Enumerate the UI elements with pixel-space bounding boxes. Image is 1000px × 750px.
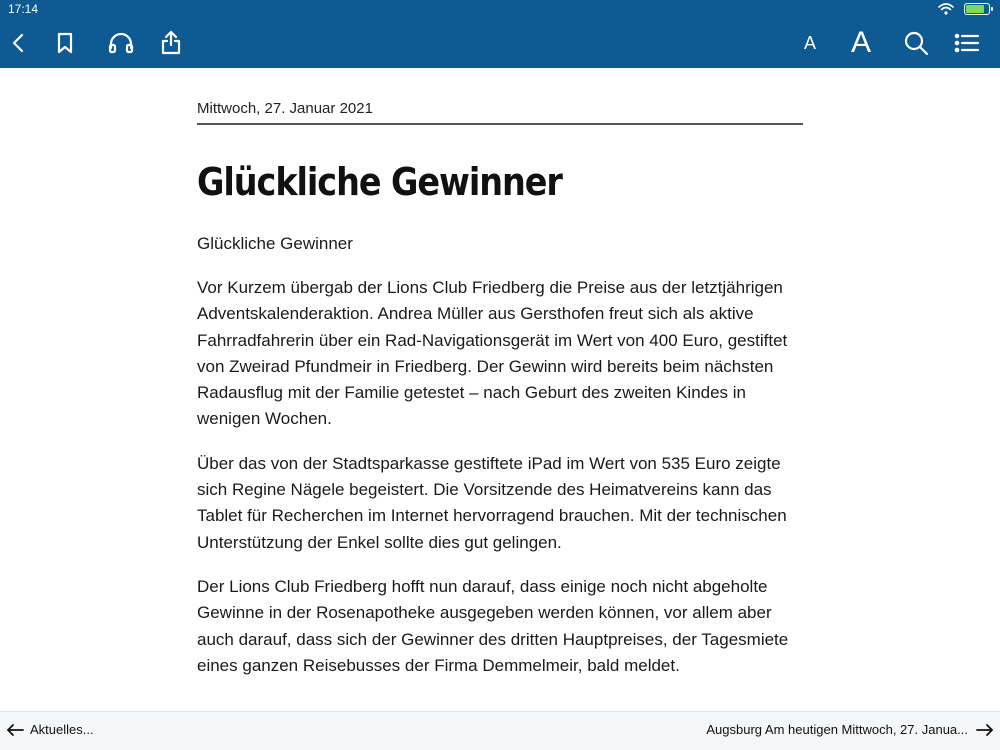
previous-article-link[interactable] (6, 722, 94, 737)
next-article-link[interactable] (706, 722, 994, 737)
arrow-right-icon (976, 723, 994, 737)
search-icon (903, 30, 929, 56)
back-icon (8, 32, 30, 54)
article-date: Mittwoch, 27. Januar 2021 (197, 100, 803, 125)
battery-level (966, 5, 984, 13)
article-paragraph: Vor Kurzem übergab der Lions Club Friedberg die Preise aus der letztjährigen Adventskalenderaktion. Andrea Müller aus Gersthofen freut sich als aktive Fahrradfahrerin über ein Rad-Navigationsgerät im Wert von 400 Euro, gestiftet von Zweirad Pfundmeir in Friedberg. Der Gewinn wird bereits beim nächsten Radausflug mit der Familie getestet – nach Geburt des zweiten Kindes in wenigen Wochen. (197, 278, 788, 429)
article (197, 100, 803, 679)
font-decrease-button[interactable] (793, 26, 827, 60)
audio-button[interactable] (104, 26, 138, 60)
headphones-icon (108, 31, 134, 55)
share-icon (160, 30, 182, 56)
bottom-navigation (0, 711, 1000, 750)
contents-button[interactable] (950, 26, 984, 60)
bookmark-icon (54, 31, 76, 55)
top-toolbar (0, 0, 1000, 68)
article-paragraph: Über das von der Stadtsparkasse gestiftete iPad im Wert von 535 Euro zeigte sich Regine Nägele begeistert. Die Vorsitzende des Heimatvereins kann das Tablet für Recherchen im Internet hervorragend brauchen. Mit der technischen Unterstützung der Enkel sollte dies gut gelingen. (197, 453, 787, 552)
arrow-left-icon (6, 723, 24, 737)
status-indicators (938, 2, 990, 16)
font-small-label: A (803, 32, 816, 53)
font-increase-button[interactable] (844, 26, 878, 60)
previous-article-label: Aktuelles... (30, 722, 94, 737)
article-subtitle: Glückliche Gewinner (197, 234, 353, 253)
list-icon (954, 32, 980, 54)
wifi-icon (938, 3, 954, 15)
font-large-label: A (850, 26, 871, 59)
back-button[interactable] (2, 26, 36, 60)
article-paragraph: Der Lions Club Friedberg hofft nun darauf, dass einige noch nicht abgeholte Gewinne in der Rosenapotheke ausgegeben werden können, vor allem aber auch darauf, dass sich der Gewinner des dritten Hauptpreises, der Tagesmiete eines ganzen Reisebusses der Firma Demmelmeir, bald meldet. (197, 576, 789, 675)
battery-icon (964, 3, 990, 15)
next-article-label: Augsburg Am heutigen Mittwoch, 27. Janua... (706, 722, 968, 737)
search-button[interactable] (899, 26, 933, 60)
bookmark-button[interactable] (48, 26, 82, 60)
share-button[interactable] (154, 26, 188, 60)
article-title: Glückliche Gewinner (197, 160, 562, 204)
status-time: 17:14 (8, 2, 39, 16)
